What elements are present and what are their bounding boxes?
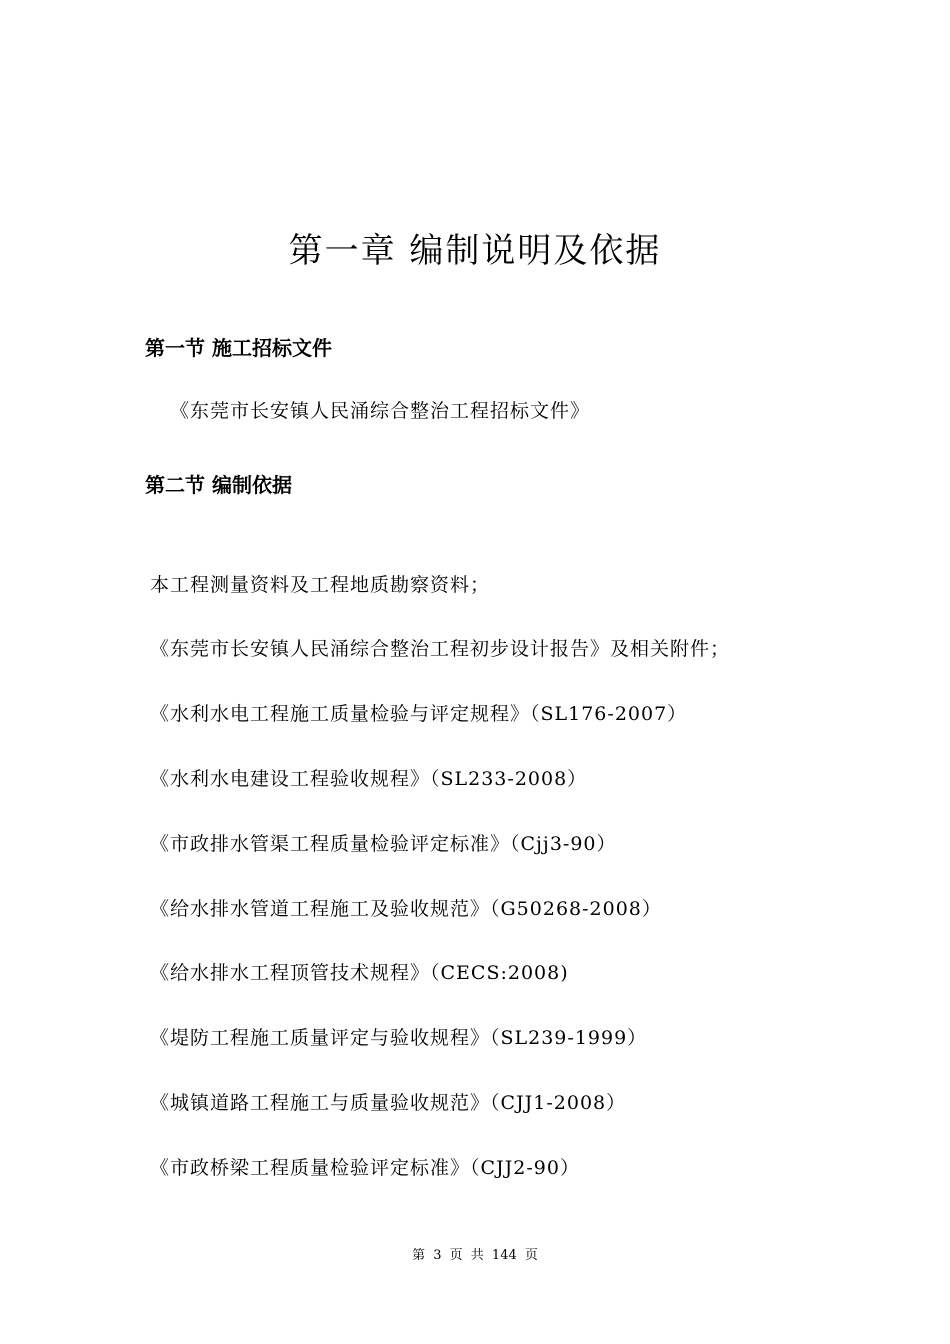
basis-item: 《城镇道路工程施工与质量验收规范》（CJJ1-2008） <box>150 1092 627 1114</box>
page-number-footer: 第 3 页 共 144 页 <box>412 1248 538 1263</box>
paragraph-tender-document: 《东莞市长安镇人民涌综合整治工程招标文件》 <box>170 400 591 422</box>
basis-item: 《水利水电建设工程验收规程》（SL233-2008） <box>150 768 588 790</box>
basis-item: 《堤防工程施工质量评定与验收规程》（SL239-1999） <box>150 1027 648 1049</box>
chapter-title: 第一章 编制说明及依据 <box>288 231 662 271</box>
basis-item: 《给水排水管道工程施工及验收规范》（G50268-2008） <box>150 898 662 920</box>
basis-item: 《东莞市长安镇人民涌综合整治工程初步设计报告》及相关附件； <box>150 638 731 660</box>
basis-item: 本工程测量资料及工程地质勘察资料； <box>150 574 491 596</box>
basis-item: 《给水排水工程顶管技术规程》（CECS:2008) <box>150 962 569 984</box>
basis-item: 《市政排水管渠工程质量检验评定标准》（Cjj3-90） <box>150 833 617 855</box>
section-heading-2: 第二节 编制依据 <box>145 473 292 497</box>
section-heading-1: 第一节 施工招标文件 <box>145 336 332 360</box>
basis-item: 《水利水电工程施工质量检验与评定规程》（SL176-2007） <box>150 703 688 725</box>
basis-item: 《市政桥梁工程质量检验评定标准》（CJJ2-90） <box>150 1157 580 1179</box>
